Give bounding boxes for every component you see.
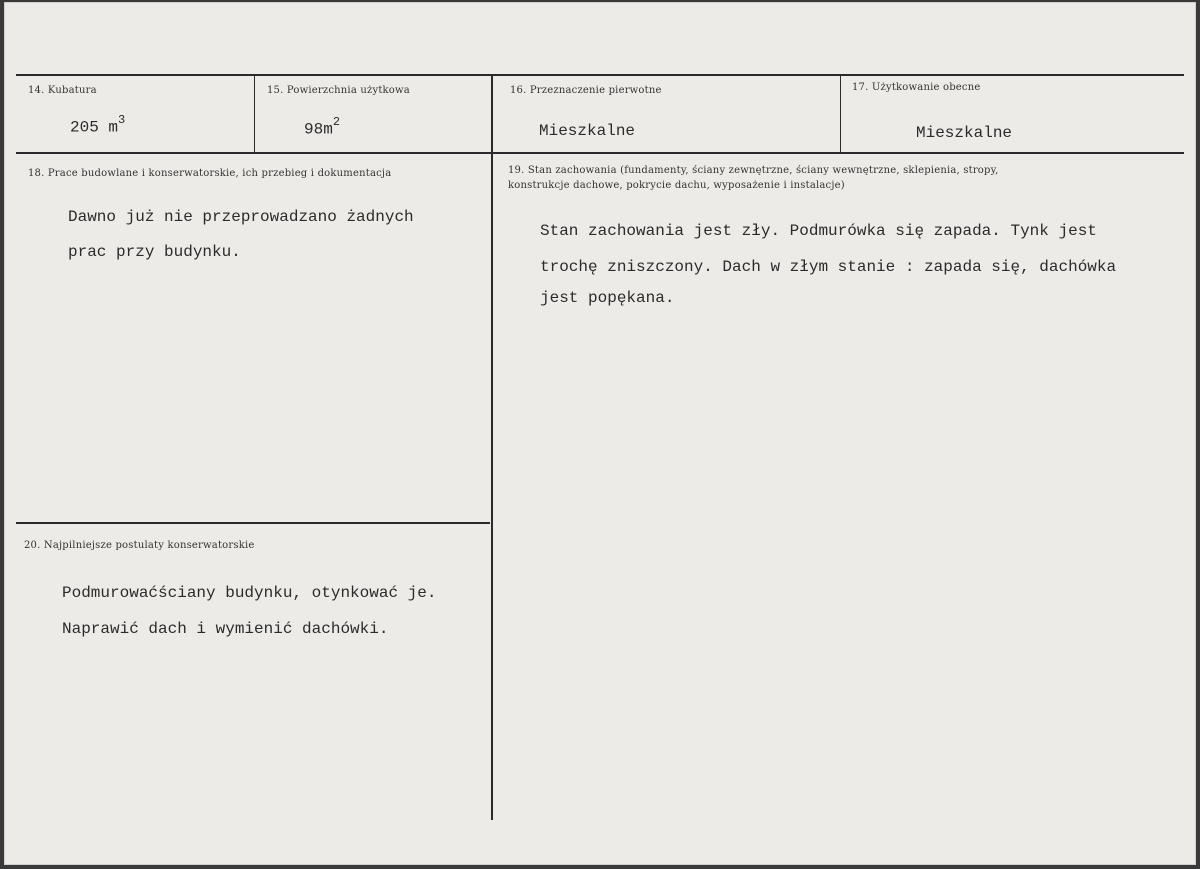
col-divider-3 <box>840 76 841 153</box>
postulaty-label: 20. Najpilniejsze postulaty konserwatorskie <box>24 540 255 551</box>
powierzchnia-label: 15. Powierzchnia użytkowa <box>267 85 410 96</box>
top-rule <box>16 74 1184 76</box>
kubatura-number: 205 m <box>70 118 119 137</box>
powierzchnia-value <box>304 117 340 138</box>
powierzchnia-unit-exponent: 2 <box>332 115 341 129</box>
prace-budowlane-label: 18. Prace budowlane i konserwatorskie, ich przebieg i dokumentacja <box>28 168 392 179</box>
kubatura-value <box>70 115 125 136</box>
record-card <box>4 2 1196 865</box>
postulaty-line-2: Naprawić dach i wymienić dachówki. <box>62 620 389 638</box>
przeznaczenie-value: Mieszkalne <box>539 122 636 140</box>
uzytkowanie-label: 17. Użytkowanie obecne <box>852 82 981 93</box>
col-divider-2 <box>491 76 493 820</box>
stan-zachowania-line-3: jest popękana. <box>540 289 675 307</box>
postulaty-line-1: Podmurowaćściany budynku, otynkować je. <box>62 584 437 602</box>
section-divider <box>16 522 490 524</box>
row-divider <box>16 152 1184 154</box>
kubatura-label: 14. Kubatura <box>28 85 97 96</box>
stan-zachowania-label-line-2: konstrukcje dachowe, pokrycie dachu, wyposażenie i instalacje) <box>508 180 845 191</box>
stan-zachowania-line-1: Stan zachowania jest zły. Podmurówka się zapada. Tynk jest <box>540 222 1097 240</box>
prace-budowlane-line-1: Dawno już nie przeprowadzano żadnych <box>68 208 414 226</box>
przeznaczenie-label: 16. Przeznaczenie pierwotne <box>510 85 662 96</box>
powierzchnia-number: 98m <box>304 120 333 139</box>
col-divider-1 <box>254 76 255 153</box>
prace-budowlane-line-2: prac przy budynku. <box>68 243 241 261</box>
stan-zachowania-label-line-1: 19. Stan zachowania (fundamenty, ściany zewnętrzne, ściany wewnętrzne, sklepienia, stropy, <box>508 165 999 176</box>
kubatura-unit-exponent: 3 <box>118 113 126 127</box>
stan-zachowania-line-2: trochę zniszczony. Dach w złym stanie : zapada się, dachówka <box>540 258 1117 276</box>
uzytkowanie-value: Mieszkalne <box>916 124 1013 142</box>
